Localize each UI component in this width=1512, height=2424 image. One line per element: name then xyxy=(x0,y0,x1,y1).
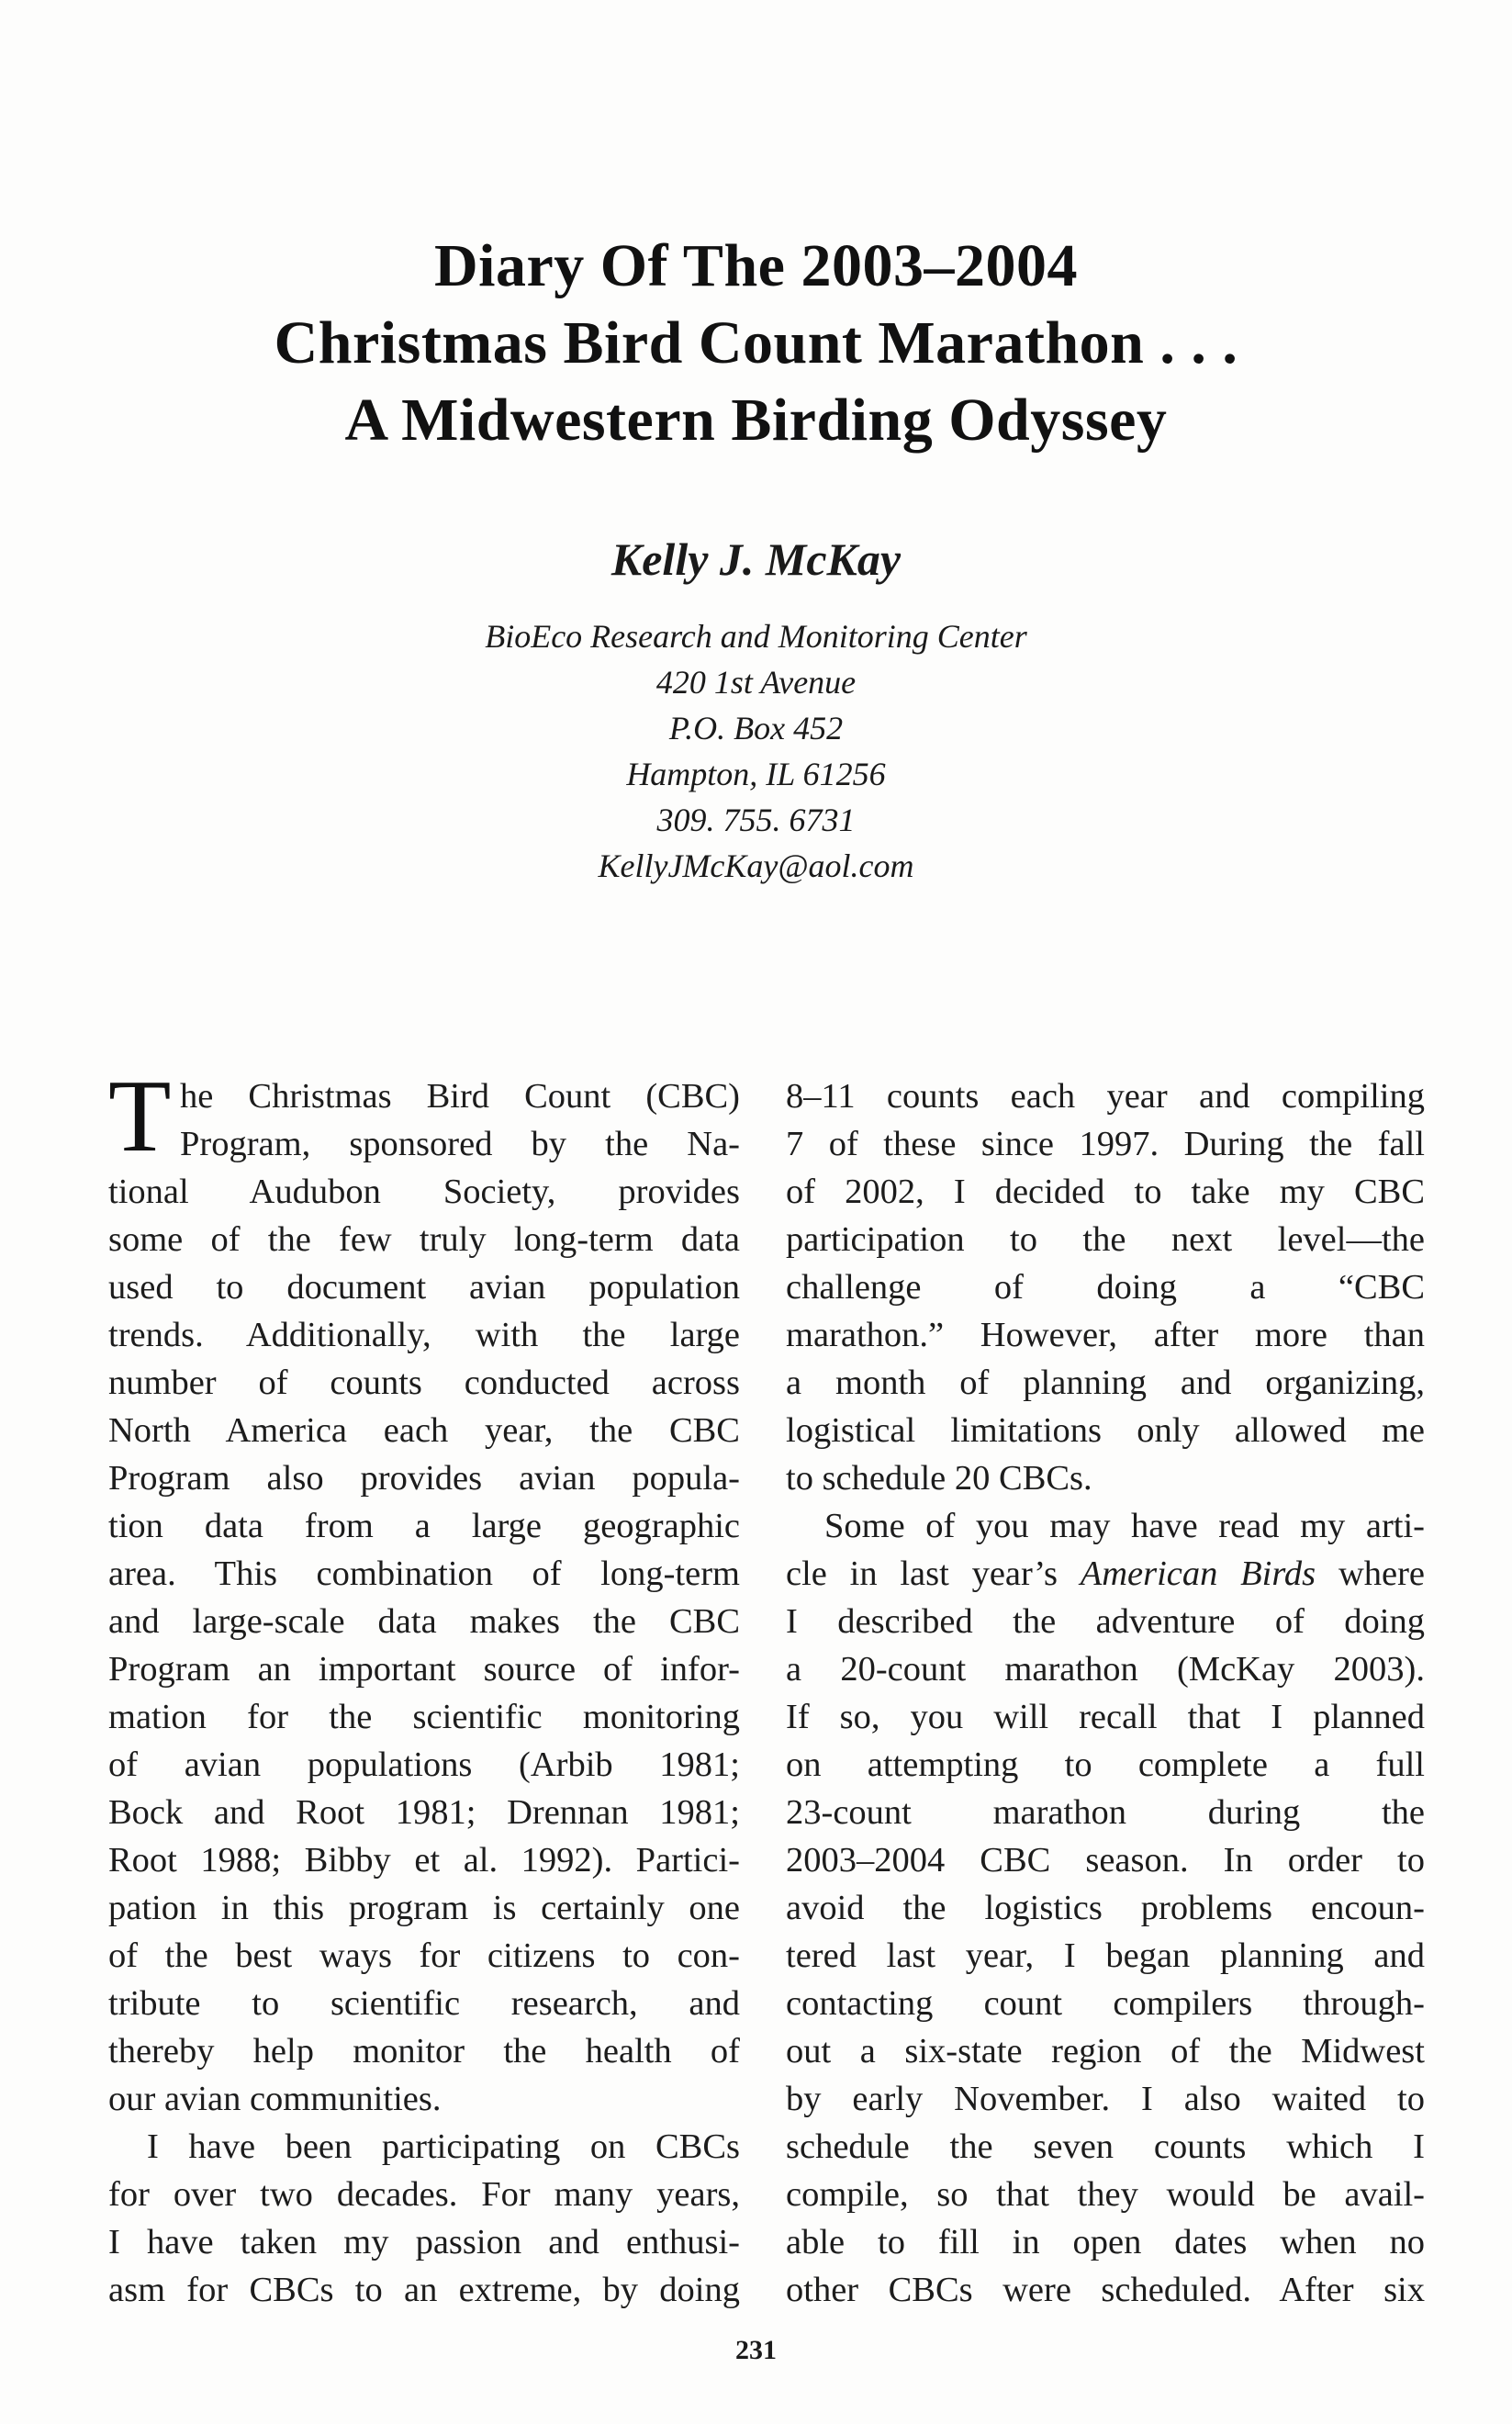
text-line: I described the adventure of doing xyxy=(786,1602,1425,1641)
text-line xyxy=(786,1550,1425,1598)
text-line: tional Audubon Society, provides xyxy=(108,1173,740,1211)
title-line-1: Diary Of The 2003–2004 xyxy=(434,232,1078,299)
text-run: where xyxy=(1316,1554,1425,1593)
text-line: 2003–2004 CBC season. In order to xyxy=(786,1841,1425,1880)
text-line: Root 1988; Bibby et al. 1992). Partici- xyxy=(108,1841,740,1880)
text-line: Program an important source of infor- xyxy=(108,1650,740,1689)
text-line: Bock and Root 1981; Drennan 1981; xyxy=(108,1793,740,1832)
text-line: for over two decades. For many years, xyxy=(108,2175,740,2214)
text-line: of 2002, I decided to take my CBC xyxy=(786,1173,1425,1211)
text-line: trends. Additionally, with the large xyxy=(108,1316,740,1354)
text-line: challenge of doing a “CBC xyxy=(786,1268,1425,1307)
text-line: compile, so that they would be avail- xyxy=(786,2175,1425,2214)
text-line: avoid the logistics problems encoun- xyxy=(786,1889,1425,1927)
text-line: marathon.” However, after more than xyxy=(786,1316,1425,1354)
text-line: other CBCs were scheduled. After six xyxy=(786,2271,1425,2309)
text-line: by early November. I also waited to xyxy=(786,2080,1425,2118)
text-line: 23-count marathon during the xyxy=(786,1793,1425,1832)
drop-cap: T xyxy=(108,1060,172,1173)
text-line-content: he Christmas Bird Count (CBC) xyxy=(180,1077,740,1116)
text-line: I have taken my passion and enthusi- xyxy=(108,2223,740,2261)
author-affiliation xyxy=(0,613,1512,889)
text-line: tered last year, I began planning and xyxy=(786,1936,1425,1975)
journal-title: American Birds xyxy=(1080,1554,1316,1593)
text-line: participation to the next level—the xyxy=(786,1220,1425,1259)
text-line: Program, sponsored by the Na- xyxy=(180,1125,740,1163)
text-line: used to document avian population xyxy=(108,1268,740,1307)
affiliation-email: KellyJMcKay@aol.com xyxy=(598,847,914,884)
text-line: of the best ways for citizens to con- xyxy=(108,1936,740,1975)
text-line: on attempting to complete a full xyxy=(786,1745,1425,1784)
text-line: thereby help monitor the health of xyxy=(108,2032,740,2070)
title-line-2: Christmas Bird Count Marathon . . . xyxy=(274,309,1238,376)
text-line: and large-scale data makes the CBC xyxy=(108,1602,740,1641)
text-line: logistical limitations only allowed me xyxy=(786,1411,1425,1450)
text-line: tion data from a large geographic xyxy=(108,1507,740,1545)
text-line: a month of planning and organizing, xyxy=(786,1364,1425,1402)
affiliation-phone: 309. 755. 6731 xyxy=(656,802,856,838)
text-line: out a six-state region of the Midwest xyxy=(786,2032,1425,2070)
affiliation-po-box: P.O. Box 452 xyxy=(668,710,844,746)
text-line: asm for CBCs to an extreme, by doing xyxy=(108,2271,740,2309)
text-line: mation for the scientific monitoring xyxy=(108,1698,740,1736)
text-line: contacting count compilers through- xyxy=(786,1984,1425,2023)
body-column-left xyxy=(108,1060,740,2314)
article-title xyxy=(0,228,1512,459)
text-line: Some of you may have read my arti- xyxy=(824,1507,1425,1545)
text-line: If so, you will recall that I planned xyxy=(786,1698,1425,1736)
text-line: our avian communities. xyxy=(108,2080,442,2118)
text-line: schedule the seven counts which I xyxy=(786,2127,1425,2166)
text-line: I have been participating on CBCs xyxy=(147,2127,740,2166)
text-line: Program also provides avian popula- xyxy=(108,1459,740,1498)
text-line: number of counts conducted across xyxy=(108,1364,740,1402)
text-line: area. This combination of long-term xyxy=(108,1554,740,1593)
text-line: 7 of these since 1997. During the fall xyxy=(786,1125,1425,1163)
author-name: Kelly J. McKay xyxy=(610,533,902,585)
text-line: tribute to scientific research, and xyxy=(108,1984,740,2023)
text-line: pation in this program is certainly one xyxy=(108,1889,740,1927)
text-line: some of the few truly long-term data xyxy=(108,1220,740,1259)
text-line: 8–11 counts each year and compiling xyxy=(786,1077,1425,1116)
body-column-right xyxy=(786,1072,1425,2314)
affiliation-city: Hampton, IL 61256 xyxy=(626,756,886,792)
affiliation-street: 420 1st Avenue xyxy=(655,664,857,701)
text-run: cle in last year’s xyxy=(786,1554,1081,1593)
page-number: 231 xyxy=(735,2335,777,2365)
affiliation-organization: BioEco Research and Monitoring Center xyxy=(485,618,1027,655)
text-line: North America each year, the CBC xyxy=(108,1411,740,1450)
text-line: a 20-count marathon (McKay 2003). xyxy=(786,1650,1425,1689)
title-line-3: A Midwestern Birding Odyssey xyxy=(344,387,1168,454)
text-line: of avian populations (Arbib 1981; xyxy=(108,1745,740,1784)
text-line: able to fill in open dates when no xyxy=(786,2223,1425,2261)
text-line: to schedule 20 CBCs. xyxy=(786,1459,1092,1498)
